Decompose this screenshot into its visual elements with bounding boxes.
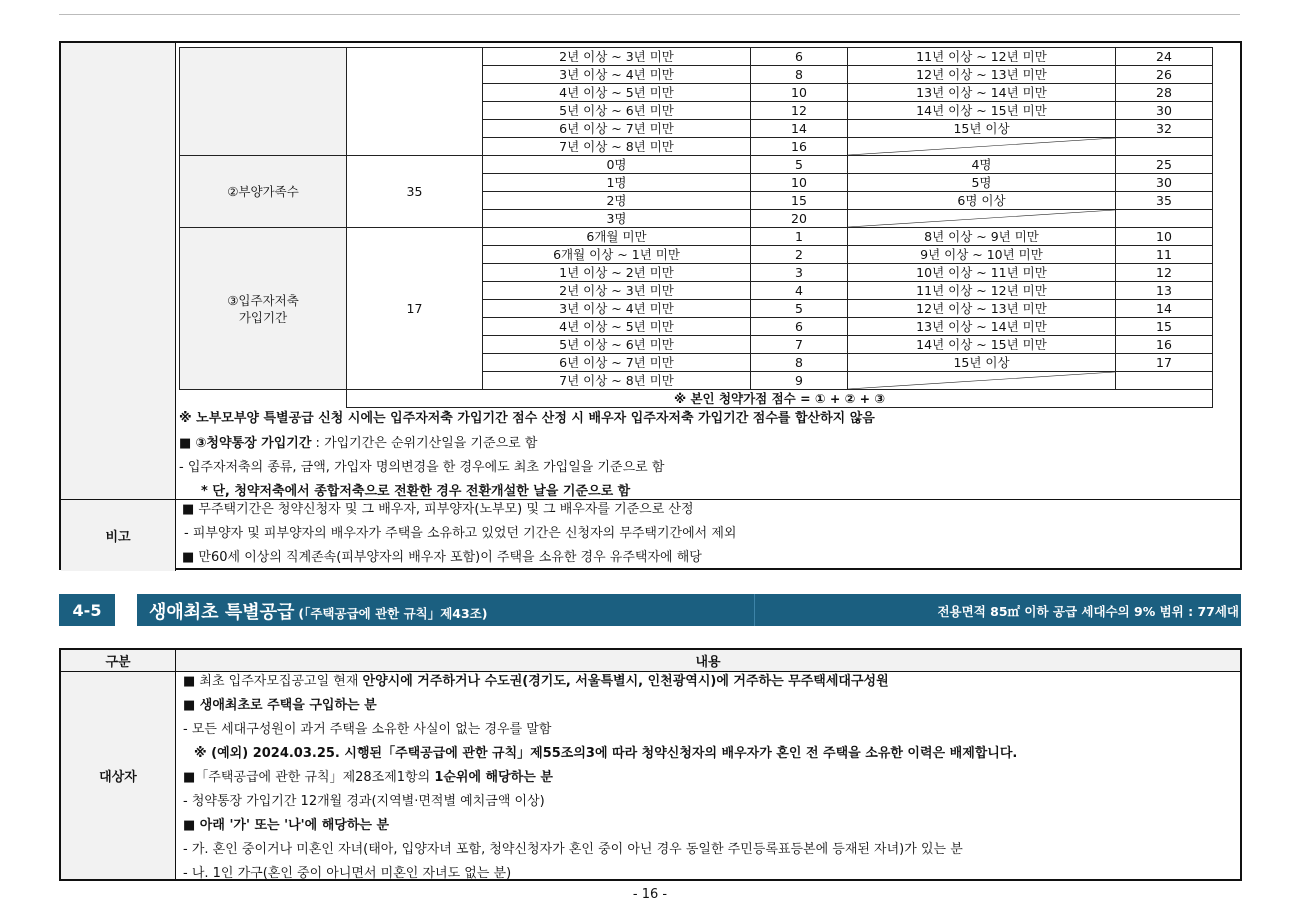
score-block-content	[175, 43, 1240, 499]
score-right-points: 35	[1116, 192, 1213, 210]
eligibility-line-account-period: - 청약통장 가입기간 12개월 경과(지역별·면적별 예치금액 이상)	[183, 794, 545, 809]
score-right-points	[1116, 372, 1213, 390]
note-name-change: - 입주자저축의 종류, 금액, 가입자 명의변경을 한 경우에도 최초 가입일을 기준으로 함	[179, 460, 665, 475]
score-left-points: 20	[751, 210, 848, 228]
eligibility-line-residence	[183, 672, 889, 692]
score-category	[180, 48, 347, 156]
score-right-label: 6명 이상	[848, 192, 1116, 210]
remarks-line-3: ■ 만60세 이상의 직계존속(피부양자의 배우자 포함)이 주택을 소유한 경우 유주택자에 해당	[182, 550, 702, 565]
score-right-points: 15	[1116, 318, 1213, 336]
score-total-formula: ※ 본인 청약가점 점수 = ① + ② + ③	[347, 390, 1213, 408]
score-left-points: 5	[751, 156, 848, 174]
score-right-points: 16	[1116, 336, 1213, 354]
score-right-points: 12	[1116, 264, 1213, 282]
score-left-label: 3년 이상 ~ 4년 미만	[483, 300, 751, 318]
score-right-points: 25	[1116, 156, 1213, 174]
remarks-body	[176, 499, 1240, 571]
eligibility-line-ga: - 가. 혼인 중이거나 미혼인 자녀(태아, 입양자녀 포함, 청약신청자가 혼인 중이 아닌 경우 동일한 주민등록표등본에 등재된 자녀)가 있는 분	[183, 842, 963, 857]
section-header-bar	[137, 594, 1241, 626]
score-row	[180, 156, 1213, 174]
score-table-body	[180, 48, 1213, 408]
eligibility-line-ga-or-na: ■ 아래 '가' 또는 '나'에 해당하는 분	[183, 818, 390, 833]
score-right-label	[848, 372, 1116, 390]
diagonal-line	[848, 210, 1115, 227]
score-left-points: 14	[751, 120, 848, 138]
score-right-points: 32	[1116, 120, 1213, 138]
diagonal-line	[848, 138, 1115, 155]
score-right-label: 9년 이상 ~ 10년 미만	[848, 246, 1116, 264]
score-max	[347, 48, 483, 156]
note-spouse-excluded: ※ 노부모부양 특별공급 신청 시에는 입주자저축 가입기간 점수 산정 시 배우자 입주자저축 가입기간 점수를 합산하지 않음	[179, 411, 875, 426]
score-left-label: 2명	[483, 192, 751, 210]
eligibility-line-exception: ※ (예외) 2024.03.25. 시행된「주택공급에 관한 규칙」제55조의3에 따라 청약신청자의 배우자가 혼인 전 주택을 소유한 이력은 배제합니다.	[194, 746, 1018, 761]
remarks-line-2: - 피부양자 및 피부양자의 배우자가 주택을 소유하고 있었던 기간은 신청자의 무주택기간에서 제외	[184, 526, 737, 541]
eligibility-line-first-rank-bold: 1순위에 해당하는 분	[434, 770, 553, 785]
score-right-label: 12년 이상 ~ 13년 미만	[848, 66, 1116, 84]
score-right-label: 11년 이상 ~ 12년 미만	[848, 48, 1116, 66]
score-right-points: 28	[1116, 84, 1213, 102]
score-left-points: 3	[751, 264, 848, 282]
score-left-label: 6개월 미만	[483, 228, 751, 246]
score-left-label: 7년 이상 ~ 8년 미만	[483, 138, 751, 156]
score-left-points: 2	[751, 246, 848, 264]
score-left-label: 3명	[483, 210, 751, 228]
note-subscription-period	[179, 434, 537, 454]
score-right-points	[1116, 210, 1213, 228]
section-divider	[754, 594, 755, 626]
section-number: 4-5	[59, 594, 115, 626]
score-right-label: 14년 이상 ~ 15년 미만	[848, 336, 1116, 354]
score-right-points: 10	[1116, 228, 1213, 246]
score-left-label: 3년 이상 ~ 4년 미만	[483, 66, 751, 84]
score-left-label: 7년 이상 ~ 8년 미만	[483, 372, 751, 390]
score-right-label: 13년 이상 ~ 14년 미만	[848, 318, 1116, 336]
eligibility-body	[176, 672, 1240, 879]
score-right-label: 12년 이상 ~ 13년 미만	[848, 300, 1116, 318]
score-right-label: 15년 이상	[848, 120, 1116, 138]
top-rule	[59, 14, 1240, 15]
eligibility-line-na: - 나. 1인 가구(혼인 중이 아니면서 미혼인 자녀도 없는 분)	[183, 866, 512, 881]
section-title-text: 생애최초 특별공급	[149, 602, 295, 623]
score-left-label: 2년 이상 ~ 3년 미만	[483, 48, 751, 66]
score-left-label: 1년 이상 ~ 2년 미만	[483, 264, 751, 282]
score-block-left-column	[61, 43, 176, 499]
section-title	[149, 598, 487, 624]
eligibility-line-first-rank-prefix: ■「주택공급에 관한 규칙」제28조제1항의	[183, 770, 435, 785]
score-right-points: 26	[1116, 66, 1213, 84]
score-right-label	[848, 138, 1116, 156]
score-right-label: 8년 이상 ~ 9년 미만	[848, 228, 1116, 246]
note-conversion: * 단, 청약저축에서 종합저축으로 전환한 경우 전환개설한 날을 기준으로 함	[201, 484, 631, 499]
remarks-label: 비고	[61, 499, 176, 571]
score-row	[180, 48, 1213, 66]
score-total-spacer	[180, 390, 347, 408]
score-left-points: 16	[751, 138, 848, 156]
score-right-points: 17	[1116, 354, 1213, 372]
score-left-points: 12	[751, 102, 848, 120]
score-row	[180, 228, 1213, 246]
eligibility-line-never-owned: - 모든 세대구성원이 과거 주택을 소유한 사실이 없는 경우를 말함	[183, 722, 552, 737]
note-subscription-period-text: : 가입기간은 순위기산일을 기준으로 함	[311, 436, 538, 451]
remarks-line-1: ■ 무주택기간은 청약신청자 및 그 배우자, 피부양자(노부모) 및 그 배우자를 기준으로 산정	[182, 502, 694, 517]
score-right-points: 30	[1116, 102, 1213, 120]
score-left-points: 8	[751, 354, 848, 372]
score-right-label: 10년 이상 ~ 11년 미만	[848, 264, 1116, 282]
score-left-label: 1명	[483, 174, 751, 192]
score-left-points: 6	[751, 48, 848, 66]
score-left-points: 10	[751, 174, 848, 192]
page-number: - 16 -	[632, 887, 668, 902]
score-right-points: 30	[1116, 174, 1213, 192]
score-left-label: 4년 이상 ~ 5년 미만	[483, 318, 751, 336]
score-block	[59, 41, 1242, 570]
score-right-label: 15년 이상	[848, 354, 1116, 372]
eligibility-line-first-rank	[183, 768, 553, 788]
score-left-label: 5년 이상 ~ 6년 미만	[483, 336, 751, 354]
score-right-label	[848, 210, 1116, 228]
score-right-points: 24	[1116, 48, 1213, 66]
score-left-label: 0명	[483, 156, 751, 174]
score-right-label: 11년 이상 ~ 12년 미만	[848, 282, 1116, 300]
score-max: 17	[347, 228, 483, 390]
eligibility-line-first-home: ■ 생애최초로 주택을 구입하는 분	[183, 698, 377, 713]
score-left-points: 10	[751, 84, 848, 102]
score-left-points: 1	[751, 228, 848, 246]
score-max: 35	[347, 156, 483, 228]
eligibility-line-residence-bold: 안양시에 거주하거나 수도권(경기도, 서울특별시, 인천광역시)에 거주하는 무주택세대구성원	[362, 674, 889, 689]
header-category: 구분	[61, 650, 176, 672]
bullet: ■	[179, 436, 196, 451]
score-right-label: 13년 이상 ~ 14년 미만	[848, 84, 1116, 102]
score-left-points: 15	[751, 192, 848, 210]
score-left-label: 5년 이상 ~ 6년 미만	[483, 102, 751, 120]
score-table	[179, 47, 1213, 408]
score-left-label: 2년 이상 ~ 3년 미만	[483, 282, 751, 300]
score-right-points: 13	[1116, 282, 1213, 300]
score-right-points	[1116, 138, 1213, 156]
eligibility-table	[59, 648, 1242, 881]
section-reference: (「주택공급에 관한 규칙」제43조)	[298, 606, 488, 621]
score-left-points: 7	[751, 336, 848, 354]
score-left-points: 8	[751, 66, 848, 84]
score-right-points: 14	[1116, 300, 1213, 318]
score-total-row	[180, 390, 1213, 408]
score-left-points: 4	[751, 282, 848, 300]
score-left-points: 5	[751, 300, 848, 318]
score-right-points: 11	[1116, 246, 1213, 264]
score-right-label: 14년 이상 ~ 15년 미만	[848, 102, 1116, 120]
score-category: ②부양가족수	[180, 156, 347, 228]
score-left-points: 9	[751, 372, 848, 390]
score-left-label: 6개월 이상 ~ 1년 미만	[483, 246, 751, 264]
score-category: ③입주자저축 가입기간	[180, 228, 347, 390]
score-left-points: 6	[751, 318, 848, 336]
eligibility-line-residence-prefix: ■ 최초 입주자모집공고일 현재	[183, 674, 363, 689]
section-supply-info: 전용면적 85㎡ 이하 공급 세대수의 9% 범위 : 77세대	[937, 604, 1239, 619]
eligibility-label: 대상자	[61, 672, 176, 879]
header-content: 내용	[176, 650, 1240, 672]
score-right-label: 5명	[848, 174, 1116, 192]
score-left-label: 4년 이상 ~ 5년 미만	[483, 84, 751, 102]
note-subscription-period-title: ③청약통장 가입기간	[195, 436, 312, 451]
score-left-label: 6년 이상 ~ 7년 미만	[483, 354, 751, 372]
score-right-label: 4명	[848, 156, 1116, 174]
score-left-label: 6년 이상 ~ 7년 미만	[483, 120, 751, 138]
diagonal-line	[848, 372, 1115, 389]
